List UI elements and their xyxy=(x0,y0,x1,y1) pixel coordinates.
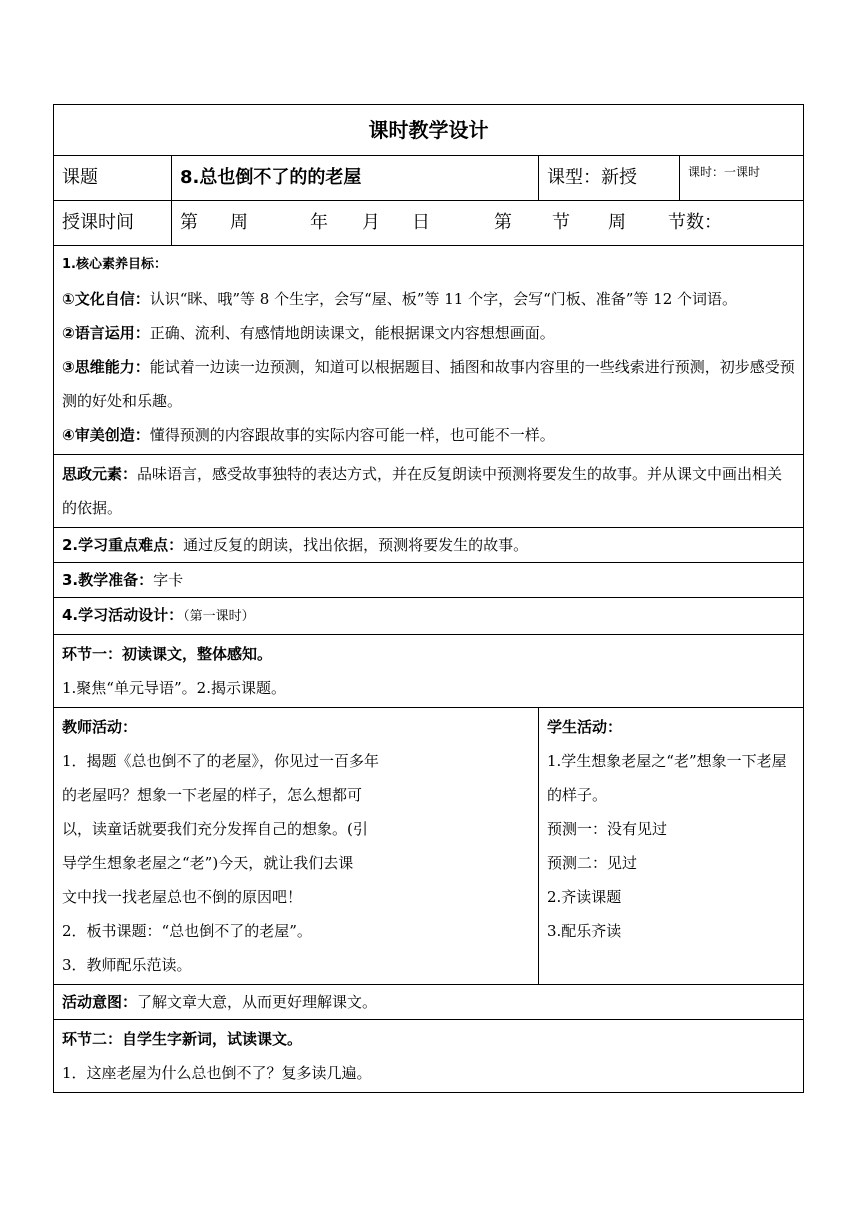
time-section-week: 周 xyxy=(608,212,626,233)
teacher-line: 导学生想象老屋之“老”)今天，就让我们去课 xyxy=(62,854,354,872)
teacher-heading: 教师活动： xyxy=(62,718,138,736)
time-section-prefix: 第 xyxy=(494,212,512,233)
goals-heading: 1.核心素养目标： xyxy=(62,257,167,272)
step1-text: 1.聚焦“单元导语”。2.揭示课题。 xyxy=(62,679,286,697)
ideology-label: 思政元素： xyxy=(62,465,138,483)
key-points-section xyxy=(54,528,804,563)
student-heading: 学生活动： xyxy=(547,718,623,736)
intent-section xyxy=(54,985,804,1020)
activity-design-text: （第一课时） xyxy=(183,609,255,624)
teacher-line: 3．教师配乐范读。 xyxy=(62,956,192,974)
ideology-text: 品味语言，感受故事独特的表达方式，并在反复朗读中预测将要发生的故事。并从课文中画出相关的依据。 xyxy=(62,465,783,517)
period-label: 课时：一课时 xyxy=(680,156,804,201)
step2-text: 1．这座老屋为什么总也倒不了？复多读几遍。 xyxy=(62,1064,372,1082)
teacher-line: 以，读童话就要我们充分发挥自己的想象。(引 xyxy=(62,820,368,838)
time-year: 年 xyxy=(310,212,328,233)
teacher-line: 2．板书课题：“总也倒不了的老屋”。 xyxy=(62,922,312,940)
goal-item-culture xyxy=(62,282,795,316)
goal-label: ③思维能力： xyxy=(62,358,150,376)
student-activity xyxy=(539,708,804,985)
step1-section xyxy=(54,635,804,708)
lesson-value: 8.总也倒不了的的老屋 xyxy=(172,156,539,201)
goal-text: 能试着一边读一边预测，知道可以根据题目、插图和故事内容里的一些线索进行预测，初步感受预测的好处和乐趣。 xyxy=(62,358,795,410)
goal-item-aesthetic xyxy=(62,418,795,452)
step2-label: 环节二：自学生字新词，试读课文。 xyxy=(62,1030,303,1048)
doc-title: 课时教学设计 xyxy=(54,105,804,156)
key-points-text: 通过反复的朗读，找出依据，预测将要发生的故事。 xyxy=(183,536,529,554)
student-line: 1.学生想象老屋之“老”想象一下老屋的样子。 xyxy=(547,752,787,804)
type-label: 课型：新授 xyxy=(539,156,680,201)
lesson-design-table xyxy=(53,104,804,1093)
student-line: 3.配乐齐读 xyxy=(547,922,622,940)
goal-text: 正确、流利、有感情地朗读课文，能根据课文内容想想画面。 xyxy=(149,324,555,342)
teacher-activity xyxy=(54,708,539,985)
goal-label: ④审美创造： xyxy=(62,426,150,444)
intent-text: 了解文章大意，从而更好理解课文。 xyxy=(137,993,378,1011)
teacher-line: 文中找一找老屋总也不倒的原因吧！ xyxy=(62,888,303,906)
activity-design-label: 4.学习活动设计： xyxy=(62,606,184,624)
goal-item-language xyxy=(62,316,795,350)
teacher-line: 的老屋吗？想象一下老屋的样子，怎么想都可 xyxy=(62,786,363,804)
time-day: 日 xyxy=(412,212,430,233)
intent-label: 活动意图： xyxy=(62,993,138,1011)
time-week-suffix: 周 xyxy=(230,212,248,233)
student-line: 预测二：见过 xyxy=(547,854,638,872)
time-section: 节 xyxy=(552,212,570,233)
activity-design-section xyxy=(54,598,804,635)
time-month: 月 xyxy=(362,212,380,233)
goal-item-thinking xyxy=(62,350,795,418)
goal-text: 懂得预测的内容跟故事的实际内容可能一样，也可能不一样。 xyxy=(149,426,555,444)
time-week-prefix: 第 xyxy=(180,212,198,233)
goal-label: ①文化自信： xyxy=(62,290,150,308)
key-points-label: 2.学习重点难点： xyxy=(62,536,184,554)
goal-label: ②语言运用： xyxy=(62,324,150,342)
prep-section xyxy=(54,563,804,598)
prep-label: 3.教学准备： xyxy=(62,571,154,589)
time-label: 授课时间 xyxy=(54,201,172,246)
ideology-section xyxy=(54,455,804,528)
student-line: 2.齐读课题 xyxy=(547,888,622,906)
time-fields xyxy=(172,201,804,246)
student-line: 预测一：没有见过 xyxy=(547,820,668,838)
time-section-count: 节数： xyxy=(668,212,722,233)
step2-section xyxy=(54,1020,804,1093)
goal-text: 认识“眯、哦”等 8 个生字，会写“屋、板”等 11 个字，会写“门板、准备”等 12 个词语。 xyxy=(149,290,738,308)
step1-label: 环节一：初读课文，整体感知。 xyxy=(62,645,273,663)
prep-text: 字卡 xyxy=(153,571,184,589)
teacher-line: 1．揭题《总也倒不了的老屋》，你见过一百多年 xyxy=(62,752,380,770)
goals-section xyxy=(54,246,804,455)
lesson-label: 课题 xyxy=(54,156,172,201)
